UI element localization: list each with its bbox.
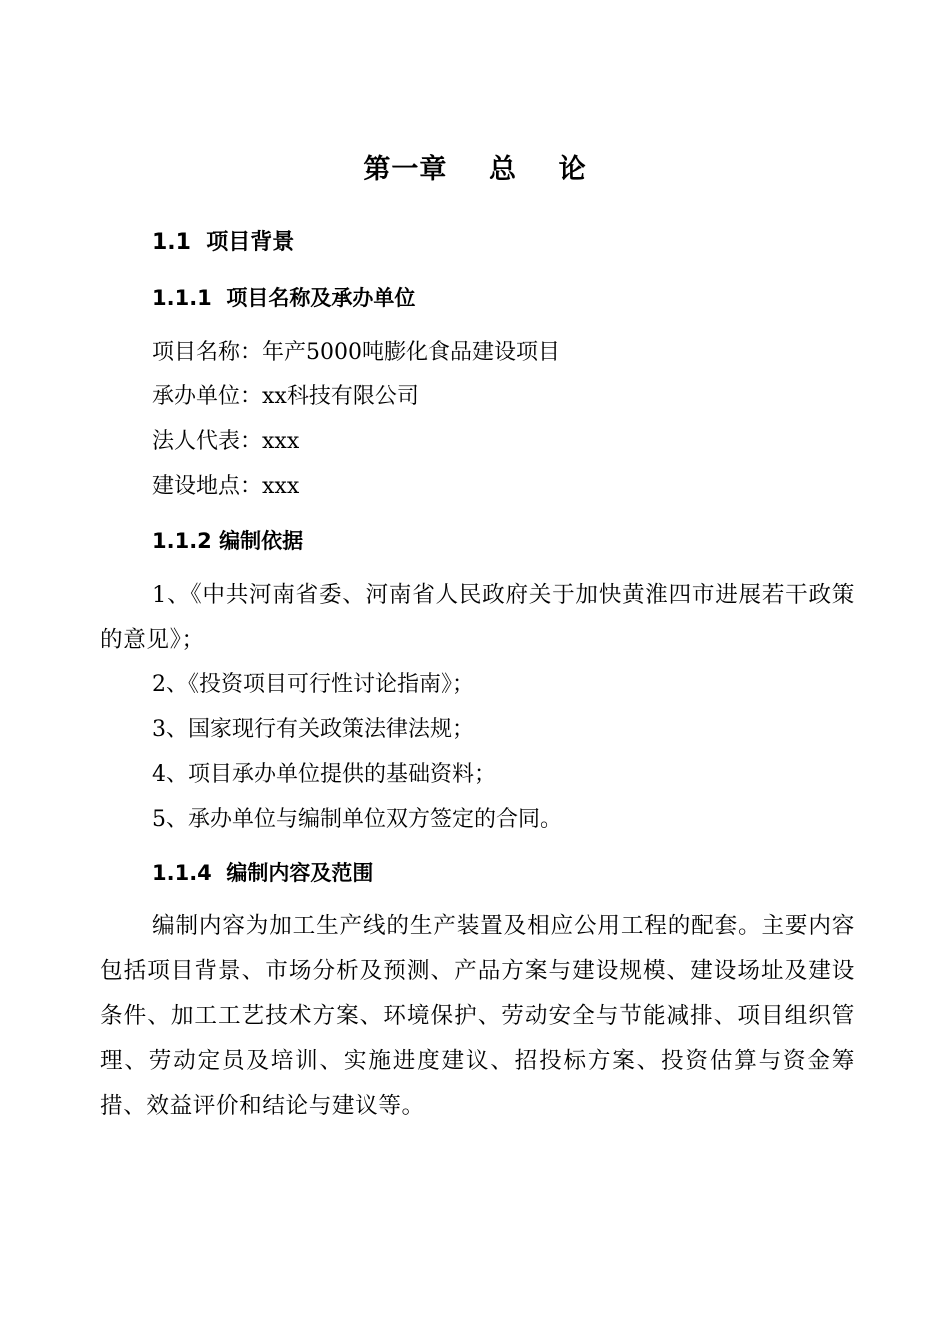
chapter-title: 第一章 总 论 [363, 154, 587, 185]
undertaking-unit-line: 承办单位：xx科技有限公司 [152, 384, 419, 409]
basis-item-3: 3、国家现行有关政策法律法规； [152, 717, 474, 742]
construction-site-line: 建设地点：xxx [152, 474, 300, 499]
basis-item-1: 1、《中共河南省委、河南省人民政府关于加快黄淮四市进展若干政策的意见》； [100, 582, 855, 653]
basis-item-2: 2、《投资项目可行性讨论指南》； [152, 672, 474, 697]
basis-item-5: 5、承办单位与编制单位双方签定的合同。 [152, 807, 562, 832]
legal-representative-line: 法人代表：xxx [152, 429, 300, 454]
section-heading-1-1-1: 1.1.1 项目名称及承办单位 [152, 286, 416, 310]
project-name-line: 项目名称：年产5000吨膨化食品建设项目 [152, 340, 560, 365]
basis-item-4: 4、项目承办单位提供的基础资料； [152, 762, 496, 787]
section-heading-1-1-4: 1.1.4 编制内容及范围 [152, 861, 374, 885]
section-heading-1-1: 1.1 项目背景 [152, 230, 295, 255]
section-heading-1-1-2: 1.1.2 编制依据 [152, 529, 304, 553]
scope-paragraph: 编制内容为加工生产线的生产装置及相应公用工程的配套。主要内容包括项目背景、市场分析及预测、产品方案与建设规模、建设场址及建设条件、加工工艺技术方案、环境保护、劳动安全与节能减排、项目组织管理、劳动定员及培训、实施进度建议、招投标方案、投资估算与资金筹措、效益评价和结论与建议等。 [100, 913, 855, 1119]
